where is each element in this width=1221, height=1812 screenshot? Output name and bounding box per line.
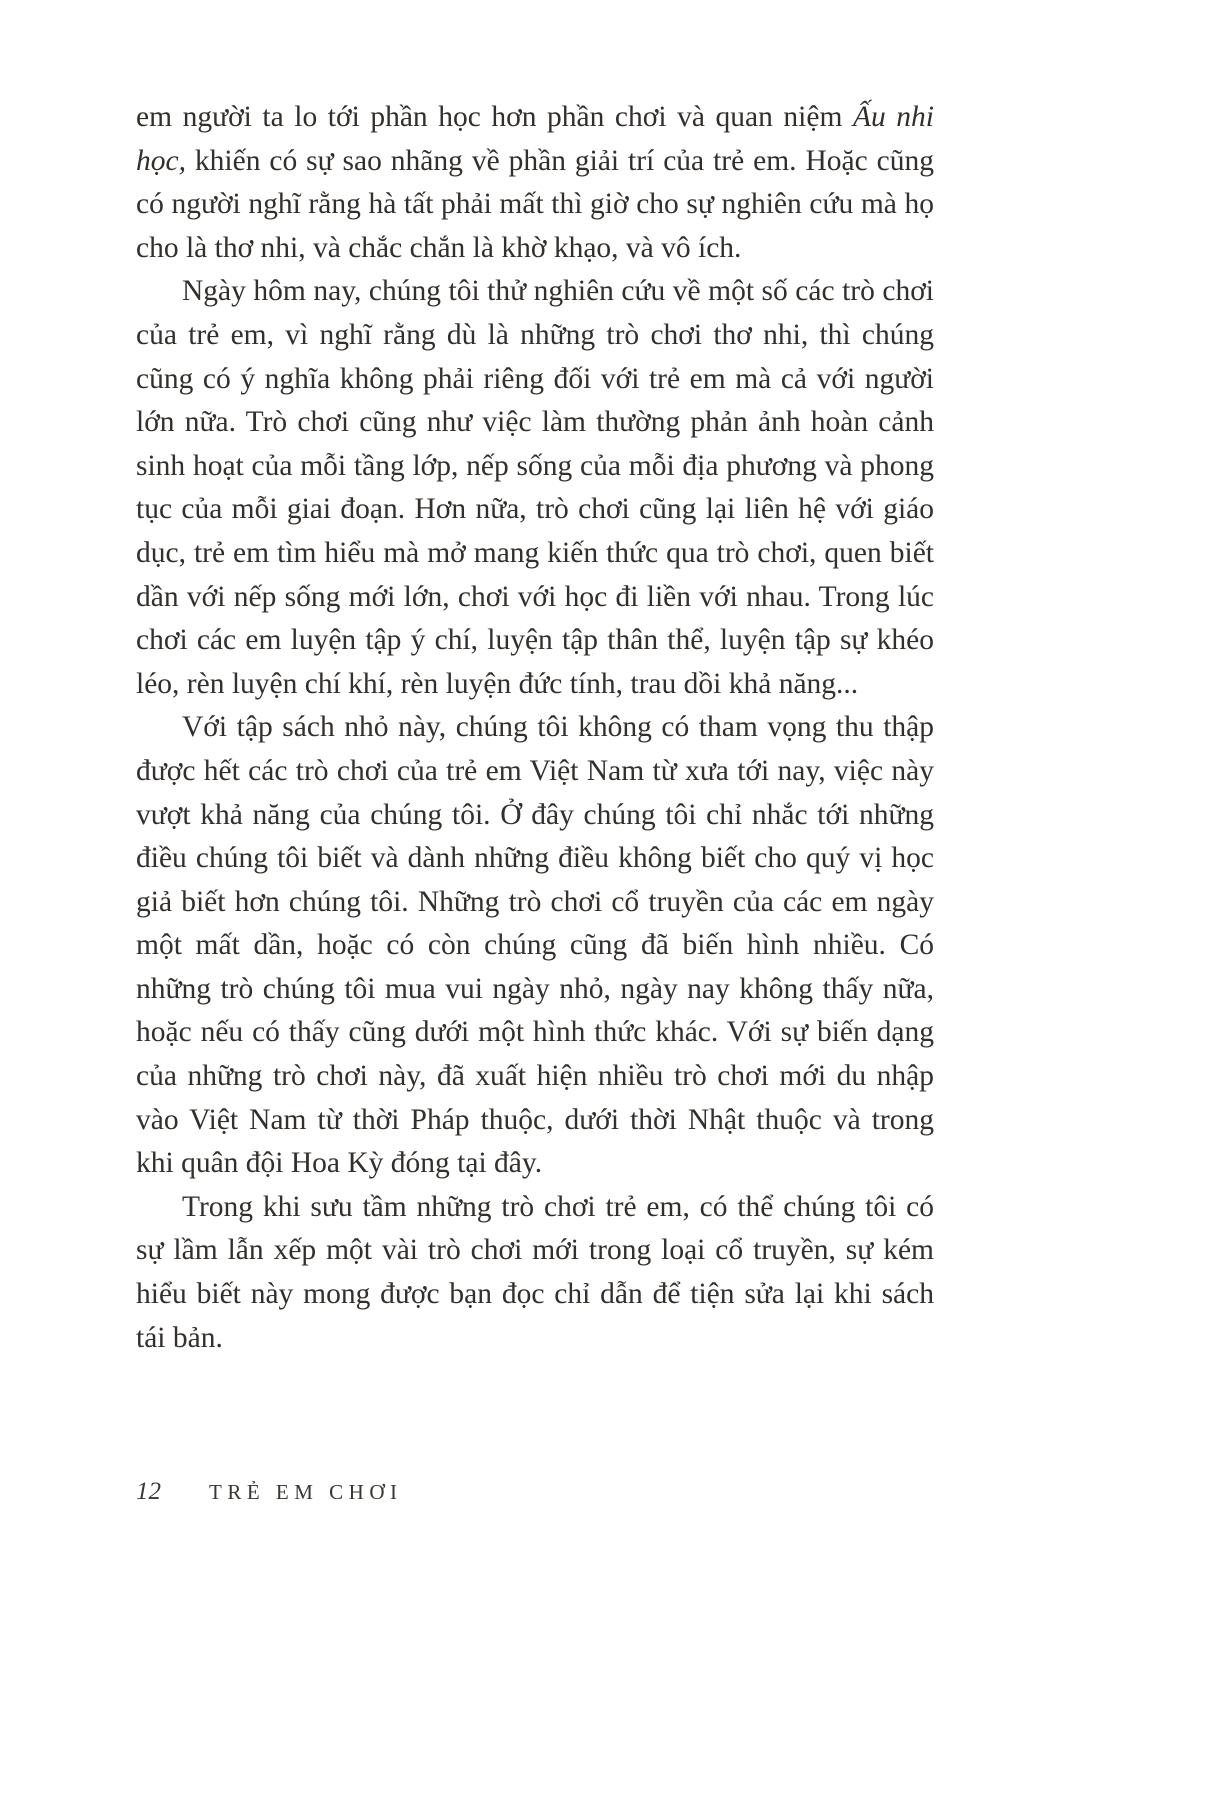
paragraph-1 xyxy=(136,96,934,270)
paragraph-3: Với tập sách nhỏ này, chúng tôi không có tham vọng thu thập được hết các trò chơi của trẻ em Việt Nam từ xưa tới nay, việc này vượt khả năng của chúng tôi. Ở đây chúng tôi chỉ nhắc tới những điều chúng tôi biết và dành những điều không biết cho quý vị học giả biết hơn chúng tôi. Những trò chơi cổ truyền của các em ngày một mất dần, hoặc có còn chúng cũng đã biến hình nhiều. Có những trò chúng tôi mua vui ngày nhỏ, ngày nay không thấy nữa, hoặc nếu có thấy cũng dưới một hình thức khác. Với sự biến dạng của những trò chơi này, đã xuất hiện nhiều trò chơi mới du nhập vào Việt Nam từ thời Pháp thuộc, dưới thời Nhật thuộc và trong khi quân đội Hoa Kỳ đóng tại đây. xyxy=(136,711,934,1180)
paragraph-2: Ngày hôm nay, chúng tôi thử nghiên cứu về một số các trò chơi của trẻ em, vì nghĩ rằng dù là những trò chơi thơ nhi, thì chúng cũng có ý nghĩa không phải riêng đối với trẻ em mà cả với người lớn nữa. Trò chơi cũng như việc làm thường phản ảnh hoàn cảnh sinh hoạt của mỗi tầng lớp, nếp sống của mỗi địa phương và phong tục của mỗi giai đoạn. Hơn nữa, trò chơi cũng lại liên hệ với giáo dục, trẻ em tìm hiểu mà mở mang kiến thức qua trò chơi, quen biết dần với nếp sống mới lớn, chơi với học đi liền với nhau. Trong lúc chơi các em luyện tập ý chí, luyện tập thân thể, luyện tập sự khéo léo, rèn luyện chí khí, rèn luyện đức tính, trau dồi khả năng... xyxy=(136,275,934,700)
page-number: 12 xyxy=(136,1478,161,1505)
paragraph-4: Trong khi sưu tầm những trò chơi trẻ em, có thể chúng tôi có sự lầm lẫn xếp một vài trò chơi mới trong loại cổ truyền, sự kém hiểu biết này mong được bạn đọc chỉ dẫn để tiện sửa lại khi sách tái bản. xyxy=(136,1190,934,1354)
text-run: khiến có sự sao nhãng về phần giải trí của trẻ em. Hoặc cũng có người nghĩ rằng hà tất phải mất thì giờ cho sự nghiên cứu mà họ cho là thơ nhi, và chắc chắn là khờ khạo, và vô ích. xyxy=(136,144,934,264)
running-title: TRẺ EM CHƠI xyxy=(209,1480,403,1504)
text-run: em người ta lo tới phần học hơn phần chơi và quan niệm xyxy=(136,101,853,133)
page-footer xyxy=(136,1478,403,1506)
body-text xyxy=(136,96,934,1360)
italic-run: Ấu nhi học, xyxy=(136,101,935,177)
